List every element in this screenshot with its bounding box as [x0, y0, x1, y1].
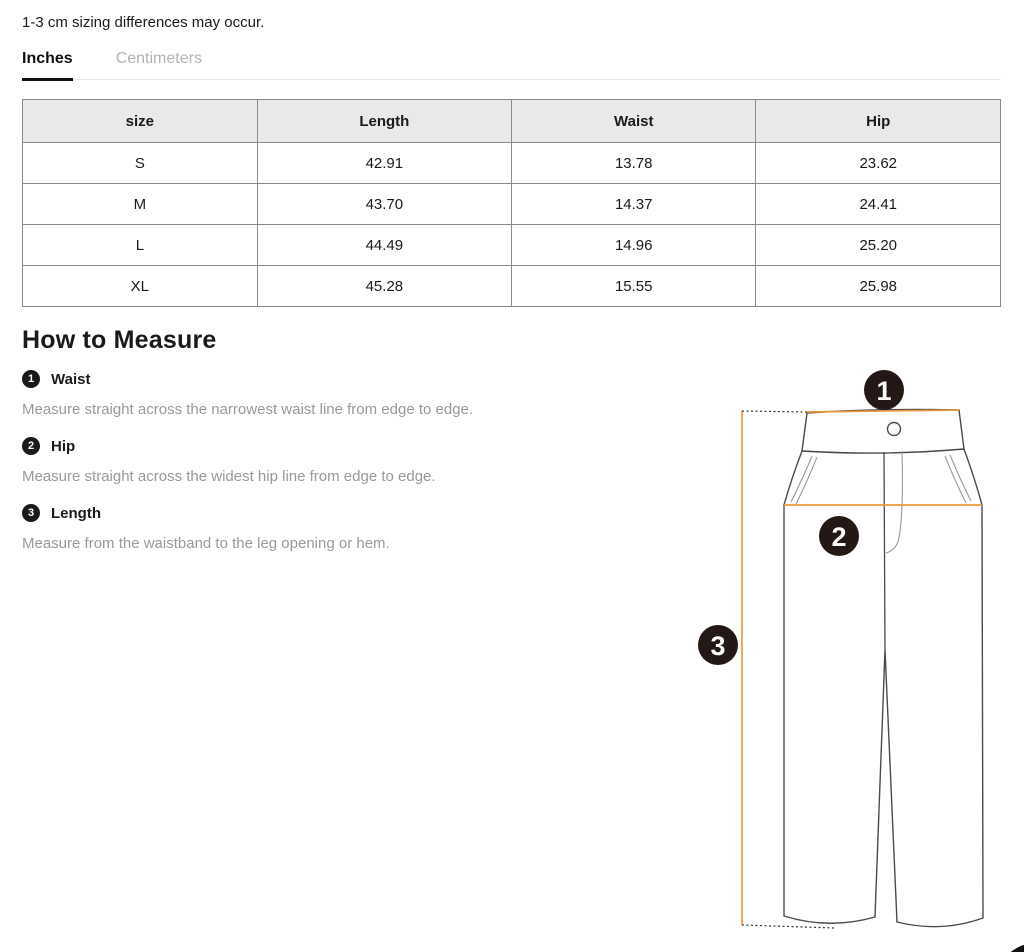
- table-cell: M: [23, 184, 258, 225]
- measure-name: Length: [51, 504, 101, 522]
- table-row: [23, 184, 1001, 225]
- table-cell: S: [23, 143, 258, 184]
- measure-list: [22, 370, 672, 552]
- button-icon: [888, 423, 901, 436]
- number-badge-icon: 2: [22, 437, 40, 455]
- sizing-disclaimer: 1-3 cm sizing differences may occur.: [22, 14, 265, 31]
- table-cell: 15.55: [511, 266, 756, 307]
- table-cell: 24.41: [756, 184, 1001, 225]
- column-header: Hip: [756, 100, 1001, 143]
- measure-name: Hip: [51, 437, 76, 455]
- table-cell: 25.98: [756, 266, 1001, 307]
- size-table-body: [23, 143, 1001, 307]
- table-cell: 45.28: [257, 266, 511, 307]
- table-cell: 25.20: [756, 225, 1001, 266]
- column-header: size: [23, 100, 258, 143]
- unit-tabs: [22, 50, 1001, 80]
- table-row: [23, 266, 1001, 307]
- table-cell: 14.37: [511, 184, 756, 225]
- measure-description: Measure straight across the narrowest waist line from edge to edge.: [22, 401, 474, 418]
- marker-1-waist: [864, 370, 904, 410]
- how-to-measure-title: How to Measure: [22, 326, 217, 354]
- pants-measurement-diagram: [695, 352, 1024, 952]
- column-header: Waist: [511, 100, 756, 143]
- measure-description: Measure straight across the widest hip line from edge to edge.: [22, 468, 436, 485]
- svg-text:3: 3: [710, 631, 726, 661]
- table-cell: 42.91: [257, 143, 511, 184]
- table-cell: L: [23, 225, 258, 266]
- svg-text:1: 1: [876, 376, 892, 406]
- marker-3-length: [698, 625, 738, 665]
- size-table-header-row: [23, 100, 1001, 143]
- column-header: Length: [257, 100, 511, 143]
- number-badge-icon: 3: [22, 504, 40, 522]
- table-cell: 43.70: [257, 184, 511, 225]
- size-table: [22, 99, 1001, 307]
- tab-inches[interactable]: Inches: [22, 50, 73, 79]
- pants-outline: [784, 409, 983, 926]
- table-cell: 14.96: [511, 225, 756, 266]
- table-cell: XL: [23, 266, 258, 307]
- measure-description: Measure from the waistband to the leg opening or hem.: [22, 535, 390, 552]
- measure-item: [22, 370, 672, 418]
- measure-item: [22, 504, 672, 552]
- number-badge-icon: 1: [22, 370, 40, 388]
- svg-text:2: 2: [831, 522, 847, 552]
- marker-2-hip: [819, 516, 859, 556]
- measure-item: [22, 437, 672, 485]
- table-cell: 13.78: [511, 143, 756, 184]
- table-row: [23, 225, 1001, 266]
- table-cell: 44.49: [257, 225, 511, 266]
- table-cell: 23.62: [756, 143, 1001, 184]
- tab-centimeters[interactable]: Centimeters: [115, 50, 202, 67]
- measure-name: Waist: [51, 370, 91, 388]
- table-row: [23, 143, 1001, 184]
